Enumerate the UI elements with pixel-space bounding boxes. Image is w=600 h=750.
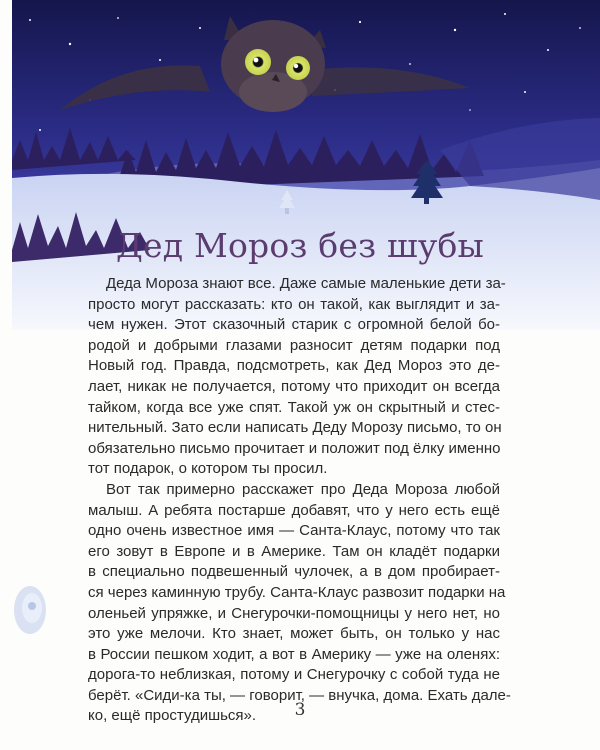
text-line: одно очень известное имя — Санта-Клаус, потому что так [88, 522, 500, 540]
text-line: в России пешком ходит, а вот в Америку — уже на оленях: [88, 645, 500, 663]
paragraph [88, 480, 511, 727]
text-line: это уже мелочи. Кто знает, может быть, он только у нас [88, 625, 500, 643]
text-line: тот подарок, о котором ты просил. [88, 460, 328, 478]
owl-left-eye [245, 49, 271, 75]
text-line: тайком, когда все уже спят. Такой уж он скрытный и стес- [88, 398, 500, 416]
text-line: дорога-то неблизкая, потому и Снегурочку с собой туда не [88, 666, 500, 684]
page-number: 3 [294, 700, 306, 720]
paragraph [88, 274, 506, 480]
text-line: малыш. А ребята постарше добавят, что у него есть ещё [88, 501, 500, 519]
text-line: просто могут рассказать: кто он такой, как выглядит и за- [88, 295, 500, 313]
text-line: родой и добрыми глазами разносит детям подарки под [88, 336, 500, 354]
text-line: берёт. «Сиди-ка ты, — говорит, — внучка, дома. Ехать дале- [88, 686, 511, 704]
chapter-text [88, 274, 511, 727]
text-line: ко, ещё простудишься». [88, 707, 257, 725]
text-line: чем нужен. Этот сказочный старик с огромной белой бо- [88, 316, 500, 334]
text-line: лает, никак не получается, потому что приходит он всегда [88, 377, 500, 395]
text-line: его зовут в Европе и в Америке. Там он кладёт подарки [88, 542, 500, 560]
text-line: в специально подвешенный чулочек, а в дом пробирает- [88, 563, 500, 581]
text-line: Новый год. Правда, подсмотреть, как Дед Мороз это де- [88, 357, 500, 375]
text-line: обязательно письмо прочитает и положит под ёлку именно [88, 439, 501, 457]
text-line: ся через каминную трубу. Санта-Клаус развозит подарки на [88, 583, 506, 601]
owl-right-eye [286, 56, 310, 80]
text-line: оленьей упряжке, и Снегурочки-помощницы у него нет, но [88, 604, 500, 622]
text-line: нительный. Зато если написать Деду Морозу письмо, то он [88, 419, 502, 437]
text-line: Вот так примерно расскажет про Деда Мороза любой [106, 480, 500, 498]
text-line: Деда Мороза знают все. Даже самые маленькие дети за- [106, 275, 506, 292]
snowflake-decoration [10, 582, 50, 638]
chapter-title: Дед Мороз без шубы [115, 226, 485, 265]
